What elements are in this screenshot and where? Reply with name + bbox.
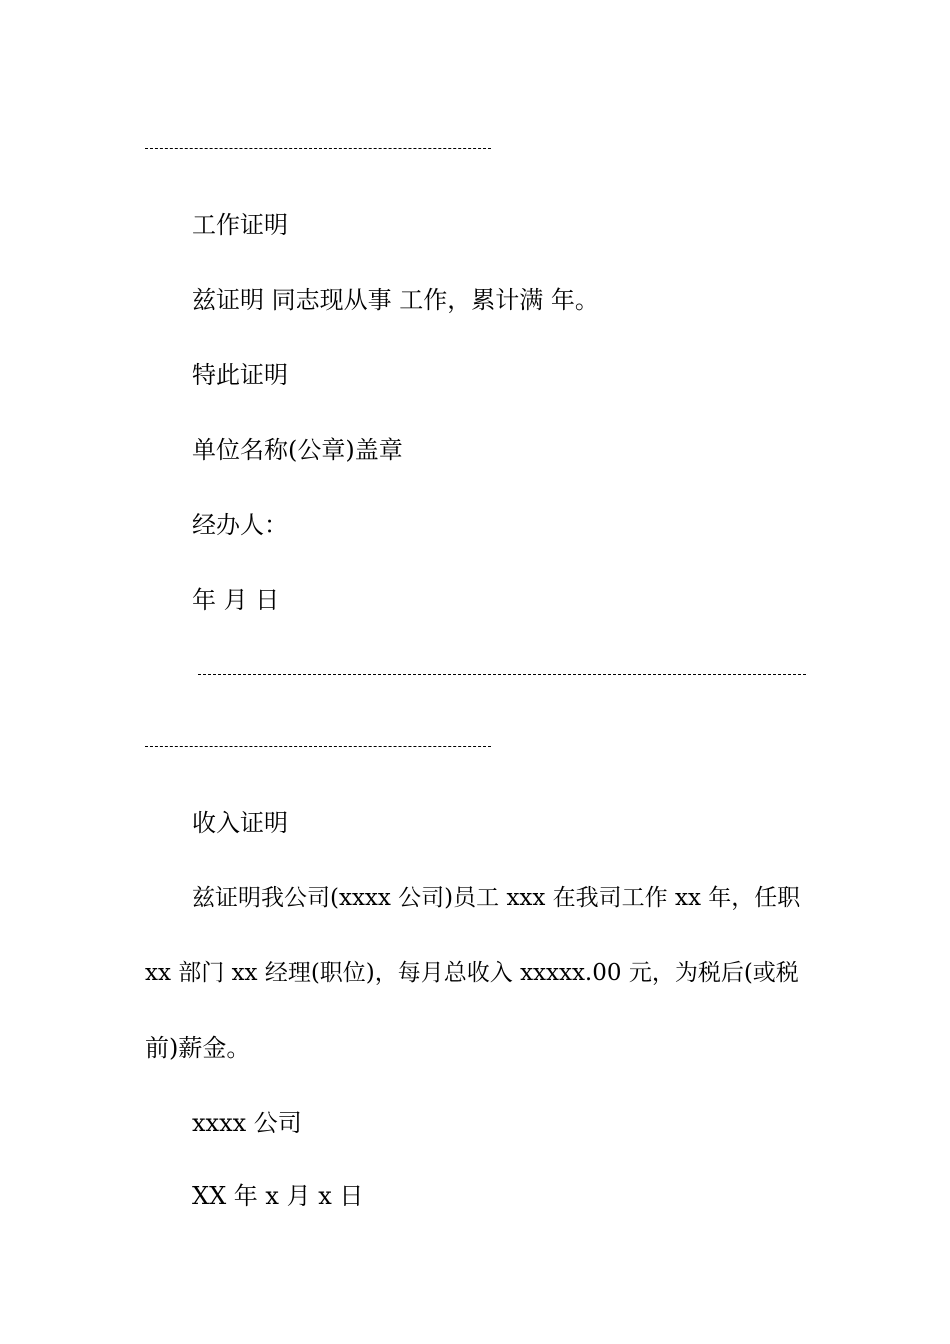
work-certificate-date: 年 月 日 — [192, 586, 280, 614]
work-certificate-title: 工作证明 — [192, 211, 288, 239]
income-certificate-date: XX 年 x 月 x 日 — [192, 1182, 364, 1210]
income-certificate-company: xxxx 公司 — [192, 1109, 302, 1137]
income-certificate-body-line3: 前)薪金。 — [145, 1034, 251, 1062]
work-certificate-body: 兹证明 同志现从事 工作，累计满 年。 — [192, 286, 599, 314]
income-certificate-body-line2: xx 部门 xx 经理(职位)，每月总收入 xxxxx.00 元，为税后(或税 — [145, 960, 799, 986]
separator-line — [145, 746, 491, 747]
work-certificate-unit: 单位名称(公章)盖章 — [192, 436, 403, 464]
work-certificate-closing: 特此证明 — [192, 361, 288, 389]
income-certificate-body-line1: 兹证明我公司(xxxx 公司)员工 xxx 在我司工作 xx 年，任职 — [192, 885, 801, 911]
income-certificate-title: 收入证明 — [192, 809, 288, 837]
separator-line — [145, 148, 491, 149]
separator-line — [198, 674, 806, 675]
work-certificate-handler: 经办人： — [192, 511, 288, 539]
